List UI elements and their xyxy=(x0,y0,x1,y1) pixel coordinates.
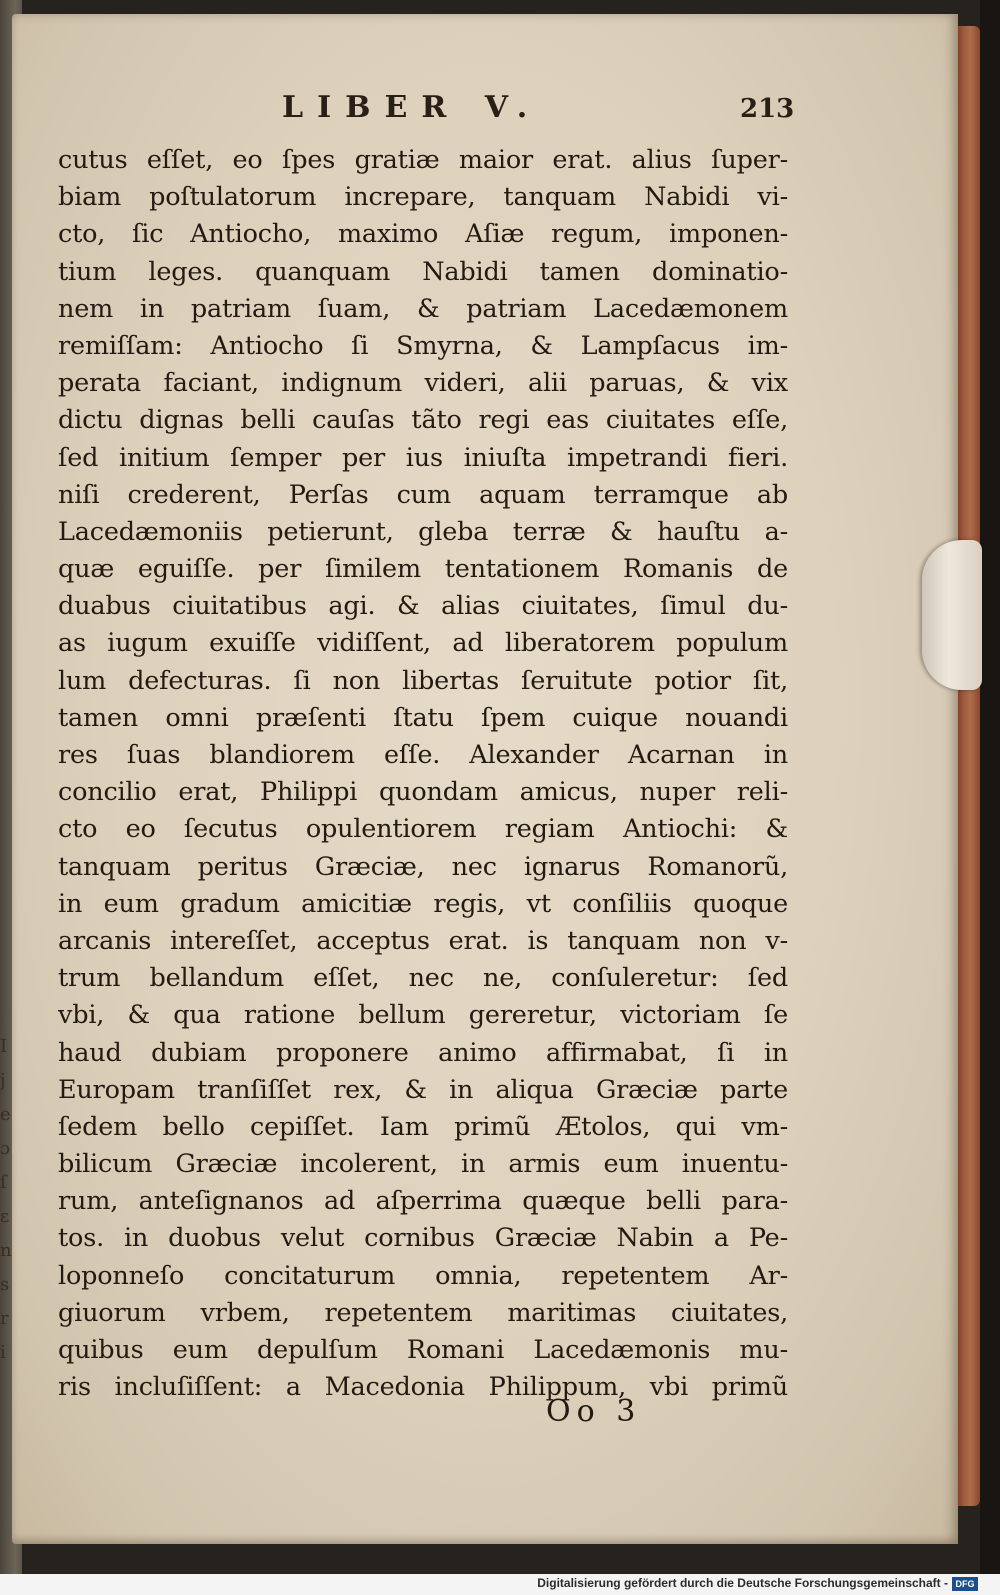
dfg-logo: DFG xyxy=(952,1577,978,1591)
text-line: bilicum Græciæ incolerent, in armis eum inuentu- xyxy=(58,1149,788,1180)
text-line: tamen omni præſenti ſtatu ſpem cuique nouandi xyxy=(58,702,788,733)
text-line: duabus ciuitatibus agi. & alias ciuitates, ſimul du- xyxy=(58,591,788,622)
text-line: giuorum vrbem, repetentem maritimas ciuitates, xyxy=(58,1297,788,1328)
book-page xyxy=(12,14,958,1544)
text-line: ſedem bello cepiſſet. Iam primũ Ætolos, qui vm- xyxy=(58,1111,788,1142)
printer-signature: Oo 3 xyxy=(546,1394,642,1429)
text-line: vbi, & qua ratione bellum gereretur, victoriam ſe xyxy=(58,1000,788,1031)
text-line: tium leges. quanquam Nabidi tamen dominatio- xyxy=(58,256,788,287)
text-line: in eum gradum amicitiæ regis, vt conſiliis quoque xyxy=(58,888,788,919)
text-line: ris incluſiſſent: a Macedonia Philippum, vbi primũ xyxy=(58,1372,788,1403)
text-line: haud dubiam proponere animo affirmabat, ſi in xyxy=(58,1037,788,1068)
text-line: rum, anteſignanos ad aſperrima quæque belli para- xyxy=(58,1186,788,1217)
text-line: cto eo ſecutus opulentiorem regiam Antiochi: & xyxy=(58,814,788,845)
gutter-letter: r xyxy=(0,1308,9,1329)
footer-credit: Digitalisierung gefördert durch die Deutsche Forschungsgemeinschaft - xyxy=(537,1576,948,1590)
gutter-letter: I xyxy=(0,1036,8,1057)
body-text xyxy=(58,142,788,1406)
text-line: ſed initium ſemper per ius iniuſta impetrandi fieri. xyxy=(58,442,788,473)
text-line: tos. in duobus velut cornibus Græciæ Nabin a Pe- xyxy=(58,1223,788,1254)
text-line: as iugum exuiſſe vidiſſent, ad liberatorem populum xyxy=(58,628,788,659)
text-line: Europam tranſiſſet rex, & in aliqua Græciæ parte xyxy=(58,1074,788,1105)
book-fore-edge xyxy=(956,26,980,1506)
text-line: Lacedæmoniis petierunt, gleba terræ & hauſtu a- xyxy=(58,516,788,547)
gutter-letter: ſ xyxy=(0,1172,7,1193)
facing-page-gutter-letters xyxy=(0,1030,14,1410)
scan-background-right xyxy=(980,0,1000,1595)
gutter-letter: e xyxy=(0,1104,11,1125)
text-line: trum bellandum eſſet, nec ne, conſuleretur: ſed xyxy=(58,963,788,994)
text-line: cto, ſic Antiocho, maximo Aſiæ regum, imponen- xyxy=(58,219,788,250)
page-number: 213 xyxy=(740,94,795,124)
page-header xyxy=(12,90,958,130)
text-line: remiſſam: Antiocho ſi Smyrna, & Lampſacus im- xyxy=(58,330,788,361)
gutter-letter: ɛ xyxy=(0,1206,10,1227)
text-line: nem in patriam ſuam, & patriam Lacedæmonem xyxy=(58,293,788,324)
text-line: quibus eum depulſum Romani Lacedæmonis mu- xyxy=(58,1335,788,1365)
text-line: perata faciant, indignum videri, alii paruas, & vix xyxy=(58,368,788,399)
page-clip-tab xyxy=(922,540,982,690)
gutter-letter: j xyxy=(0,1070,6,1091)
text-line: arcanis intereſſet, acceptus erat. is tanquam non v- xyxy=(58,925,788,956)
text-line: loponneſo concitaturum omnia, repetentem Ar- xyxy=(58,1260,788,1291)
gutter-letter: s xyxy=(0,1274,10,1295)
text-line: cutus eſſet, eo ſpes gratiæ maior erat. alius ſuper- xyxy=(58,145,788,175)
text-line: concilio erat, Philippi quondam amicus, nuper reli- xyxy=(58,777,788,808)
running-head: LIBER V. xyxy=(282,90,542,125)
text-line: dictu dignas belli cauſas tãto regi eas ciuitates eſſe, xyxy=(58,405,788,436)
text-line: quæ eguiſſe. per ſimilem tentationem Romanis de xyxy=(58,554,788,585)
gutter-letter: i xyxy=(0,1342,6,1363)
text-line: biam poſtulatorum increpare, tanquam Nabidi vi- xyxy=(58,182,788,213)
digitization-footer xyxy=(0,1574,1000,1595)
gutter-letter: n xyxy=(0,1240,12,1261)
gutter-letter: ɔ xyxy=(0,1138,11,1159)
text-line: lum defecturas. ſi non libertas ſeruitute potior ſit, xyxy=(58,665,788,696)
text-line: tanquam peritus Græciæ, nec ignarus Romanorũ, xyxy=(58,851,788,882)
text-line: niſi crederent, Perſas cum aquam terramque ab xyxy=(58,479,788,510)
text-line: res ſuas blandiorem eſſe. Alexander Acarnan in xyxy=(58,740,788,770)
